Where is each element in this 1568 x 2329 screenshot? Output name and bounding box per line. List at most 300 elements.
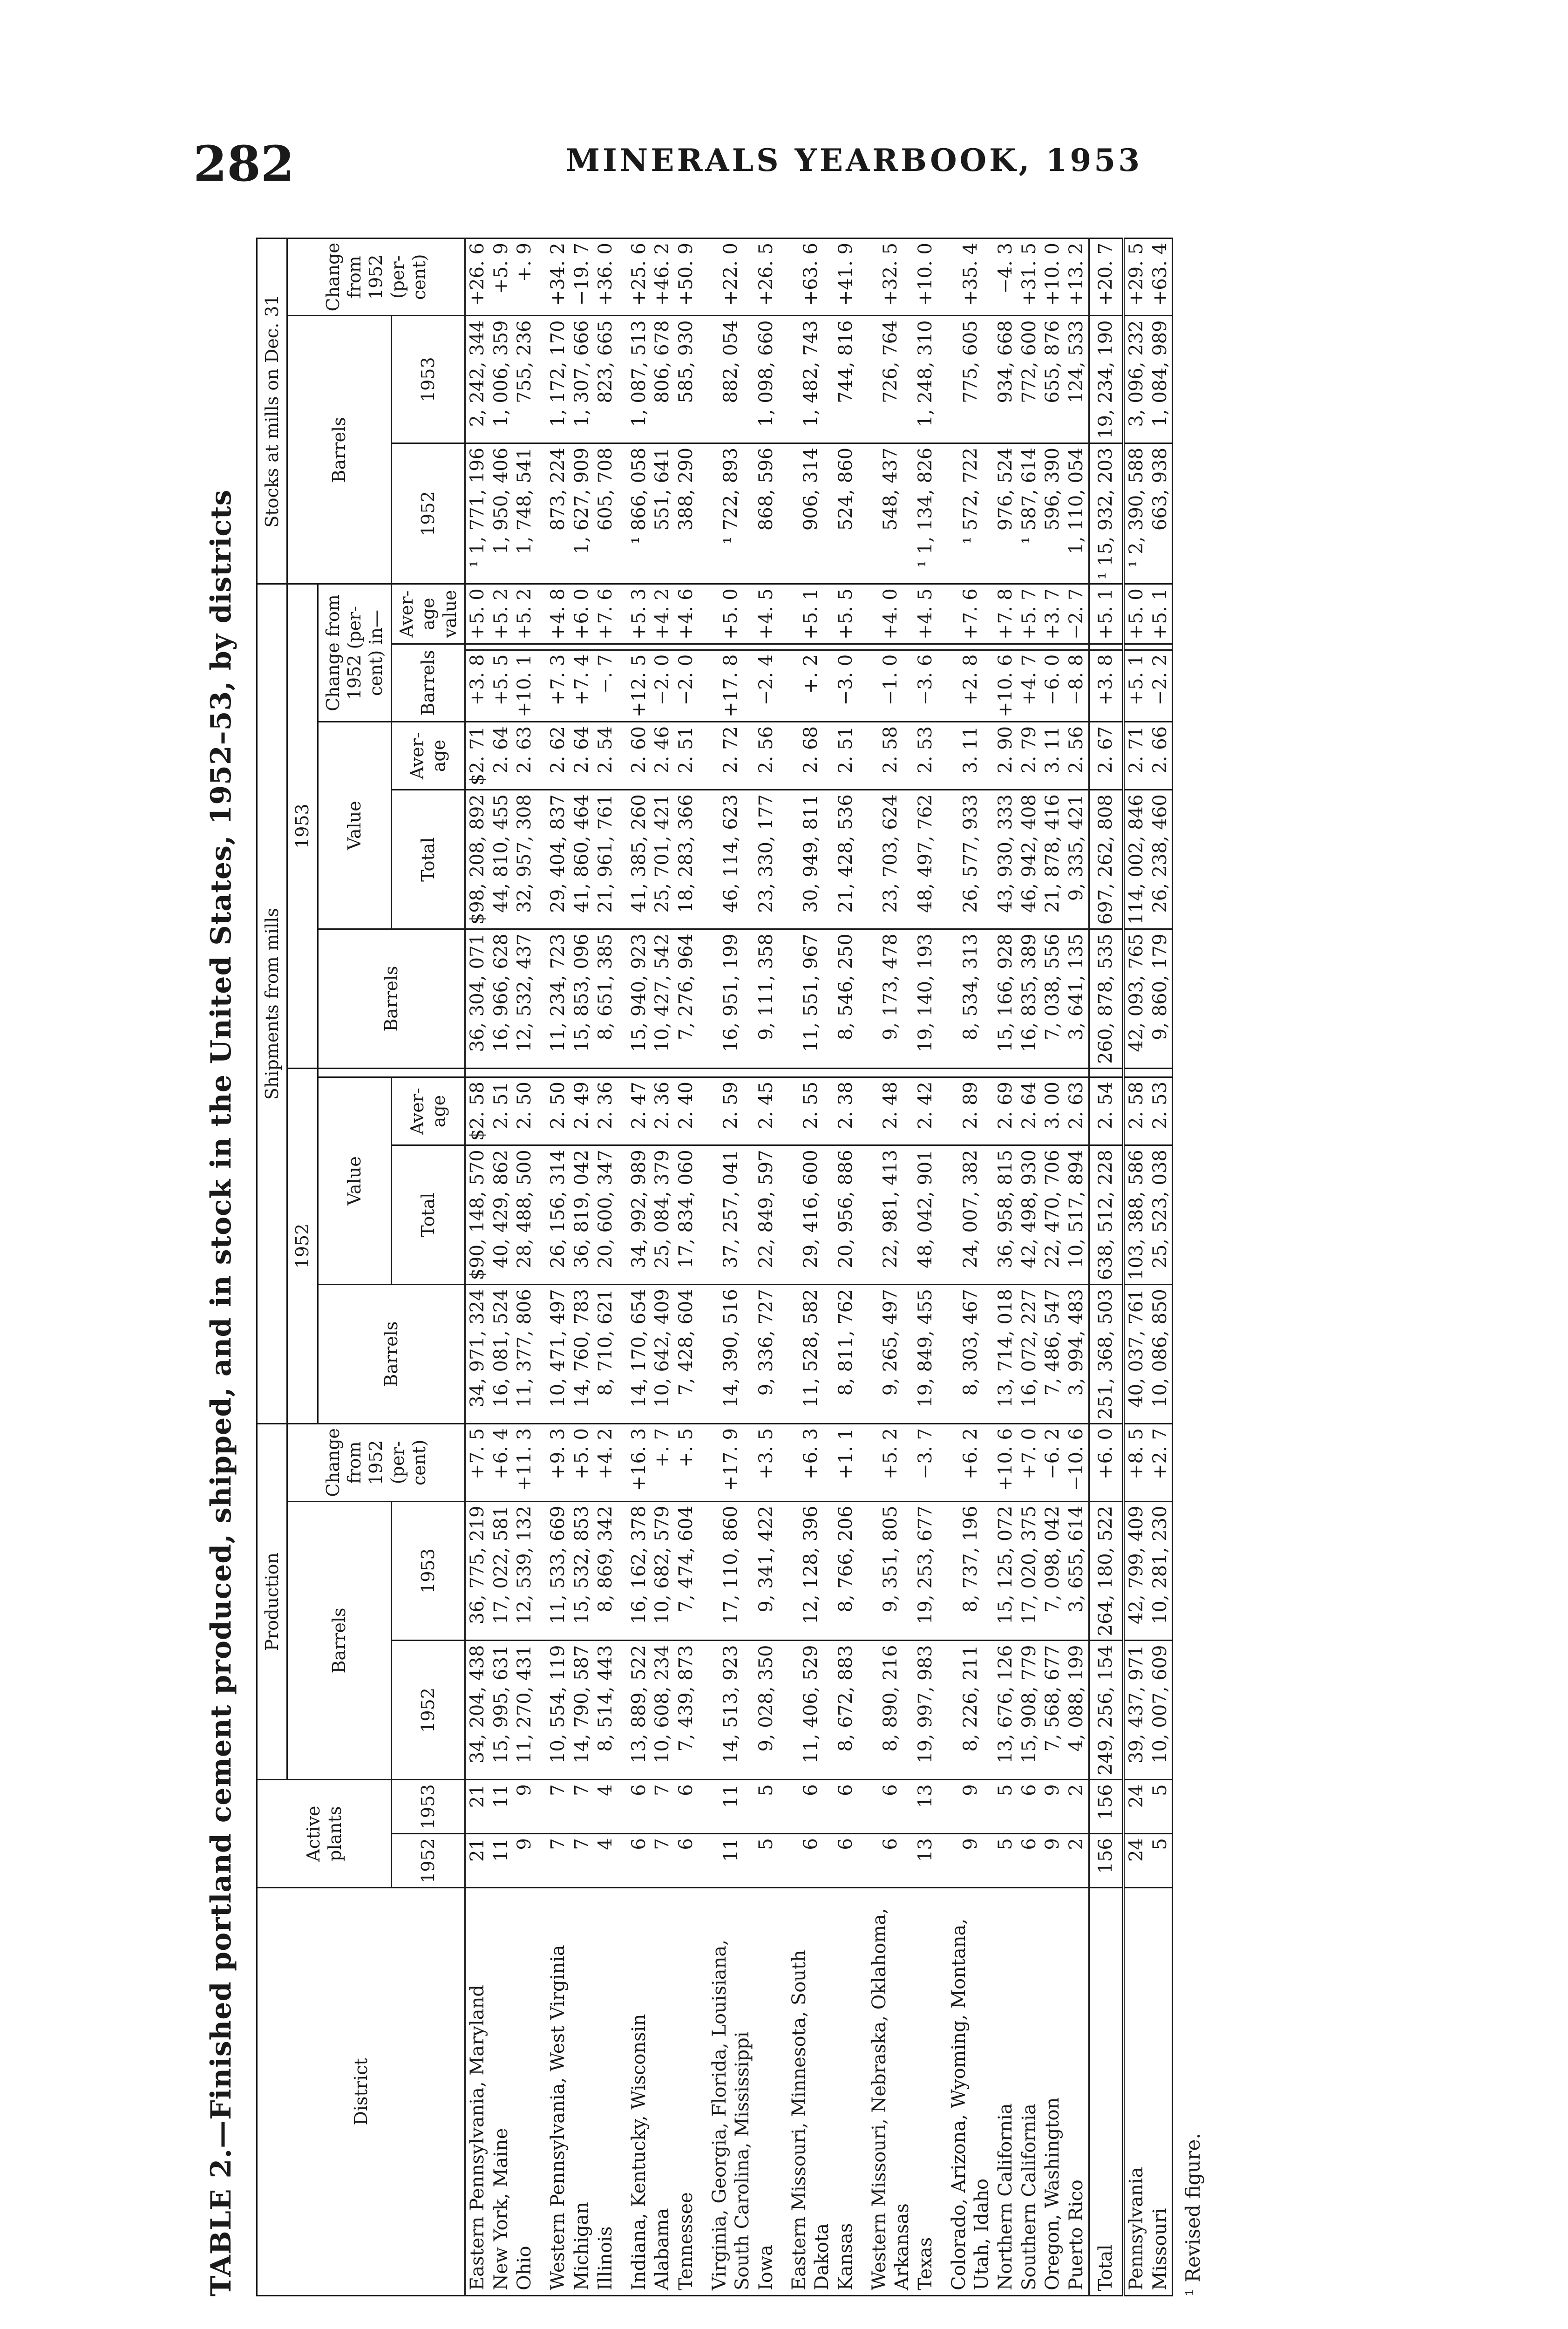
chgb-cell: +17. 8 (698, 650, 754, 722)
spacer-cell (1041, 644, 1065, 650)
s53v-cell: 114, 002, 846 (1123, 790, 1148, 929)
stchg-cell: −19. 7 (570, 238, 594, 316)
p53-cell: 2 (1065, 1780, 1089, 1834)
header-ship52-barrels: Barrels (318, 1285, 465, 1424)
spacer-cell (594, 1069, 618, 1077)
table-row (858, 238, 914, 2296)
prod52-cell: 39, 437, 971 (1123, 1641, 1148, 1780)
p52-cell: 9 (1041, 1834, 1065, 1888)
s53v-cell: 21, 878, 416 (1041, 790, 1065, 929)
stchg-cell: +29. 5 (1123, 238, 1148, 316)
cement-table (256, 238, 1173, 2296)
table-row (536, 238, 570, 2296)
prod52-cell: 19, 997, 983 (914, 1641, 937, 1780)
p52-cell: 7 (570, 1834, 594, 1888)
chgb-cell: +3. 8 (1089, 650, 1123, 722)
district-cell: Northern California (994, 1887, 1018, 2295)
spacer-cell (513, 1069, 536, 1077)
prodchg-cell: +4. 2 (594, 1424, 618, 1502)
district-cell: Alabama (651, 1887, 674, 2295)
st52-cell: ¹ 2, 390, 588 (1123, 443, 1148, 584)
header-stocks-change: Change from 1952 (per-cent) (287, 238, 465, 316)
prodchg-cell: +. 5 (674, 1424, 698, 1502)
s52b-cell: 8, 811, 762 (834, 1285, 858, 1424)
district-cell: Pennsylvania (1123, 1887, 1148, 2295)
st53-cell: 19, 234, 190 (1089, 316, 1123, 443)
spacer-cell (754, 644, 778, 650)
spacer-cell (1065, 1069, 1089, 1077)
header-plants-1953: 1953 (391, 1780, 465, 1834)
s52b-cell: 16, 081, 524 (489, 1285, 513, 1424)
district-cell: Eastern Missouri, Minnesota, South Dakota (778, 1887, 834, 2295)
chgb-cell: +12. 5 (618, 650, 651, 722)
s52v-cell: 10, 517, 894 (1065, 1145, 1089, 1285)
prod52-cell: 14, 513, 923 (698, 1641, 754, 1780)
s53b-cell: 42, 093, 765 (1123, 929, 1148, 1069)
s52v-cell: 20, 600, 347 (594, 1145, 618, 1285)
chgb-cell: −2. 0 (651, 650, 674, 722)
chga-cell: +5. 1 (1089, 584, 1123, 644)
st53-cell: 2, 242, 344 (465, 316, 489, 443)
s52v-cell: 25, 084, 379 (651, 1145, 674, 1285)
spacer-cell (465, 644, 489, 650)
prod53-cell: 9, 351, 805 (858, 1501, 914, 1641)
p52-cell: 7 (536, 1834, 570, 1888)
chga-cell: +4. 2 (651, 584, 674, 644)
stchg-cell: −4. 3 (994, 238, 1018, 316)
chgb-cell: +10. 1 (513, 650, 536, 722)
prod52-cell: 15, 908, 779 (1018, 1641, 1041, 1780)
spacer-cell (937, 1069, 994, 1077)
table-row (570, 238, 594, 2296)
s52b-cell: 8, 303, 467 (937, 1285, 994, 1424)
header-ship52-total: Total (391, 1145, 465, 1285)
chga-cell: +5. 0 (1123, 584, 1148, 644)
spacer-cell (618, 644, 651, 650)
st53-cell: 882, 054 (698, 316, 754, 443)
stchg-cell: +31. 5 (1018, 238, 1041, 316)
chga-cell: +4. 6 (674, 584, 698, 644)
chgb-cell: −6. 0 (1041, 650, 1065, 722)
s53b-cell: 3, 641, 135 (1065, 929, 1089, 1069)
p52-cell: 6 (674, 1834, 698, 1888)
table-row (674, 238, 698, 2296)
spacer-cell (778, 1069, 834, 1077)
p52-cell: 6 (1018, 1834, 1041, 1888)
s52a-cell: 2. 36 (594, 1077, 618, 1145)
table-row (1065, 238, 1089, 2296)
p53-cell: 13 (914, 1780, 937, 1834)
prod53-cell: 36, 775, 219 (465, 1501, 489, 1641)
s52a-cell: 2. 50 (536, 1077, 570, 1145)
s53a-cell: 2. 58 (858, 722, 914, 790)
table-row (778, 238, 834, 2296)
p53-cell: 7 (570, 1780, 594, 1834)
prod53-cell: 264, 180, 522 (1089, 1501, 1123, 1641)
chga-cell: +4. 8 (536, 584, 570, 644)
p52-cell: 5 (754, 1834, 778, 1888)
s53a-cell: 2. 90 (994, 722, 1018, 790)
chgb-cell: +7. 3 (536, 650, 570, 722)
s53a-cell: 2. 51 (834, 722, 858, 790)
s53a-cell: 2. 64 (489, 722, 513, 790)
s52b-cell: 7, 428, 604 (674, 1285, 698, 1424)
s52b-cell: 13, 714, 018 (994, 1285, 1018, 1424)
s53a-cell: 2. 67 (1089, 722, 1123, 790)
table-row (1148, 238, 1173, 2296)
s52b-cell: 3, 994, 483 (1065, 1285, 1089, 1424)
prod53-cell: 17, 022, 581 (489, 1501, 513, 1641)
header-ship53-barrels: Barrels (318, 929, 465, 1069)
prod52-cell: 11, 406, 529 (778, 1641, 834, 1780)
p53-cell: 21 (465, 1780, 489, 1834)
prodchg-cell: +. 7 (651, 1424, 674, 1502)
s53b-cell: 16, 966, 628 (489, 929, 513, 1069)
s53a-cell: 2. 68 (778, 722, 834, 790)
chgb-cell: −1. 0 (858, 650, 914, 722)
st53-cell: 755, 236 (513, 316, 536, 443)
chgb-cell: +7. 4 (570, 650, 594, 722)
spacer-cell (1123, 1069, 1148, 1077)
p53-cell: 9 (937, 1780, 994, 1834)
s52a-cell: 2. 64 (1018, 1077, 1041, 1145)
prod52-cell: 7, 439, 873 (674, 1641, 698, 1780)
table-row (754, 238, 778, 2296)
header-production: Production (257, 1424, 287, 1780)
district-cell: Illinois (594, 1887, 618, 2295)
table-row (465, 238, 489, 2296)
chga-cell: +7. 6 (937, 584, 994, 644)
s52a-cell: 2. 53 (1148, 1077, 1173, 1145)
s52v-cell: 25, 523, 038 (1148, 1145, 1173, 1285)
chgb-cell: −. 7 (594, 650, 618, 722)
s52a-cell: 2. 58 (1123, 1077, 1148, 1145)
chga-cell: +5. 2 (513, 584, 536, 644)
s53v-cell: 18, 283, 366 (674, 790, 698, 929)
spacer-cell (1018, 1069, 1041, 1077)
header-ship53-total: Total (391, 790, 465, 929)
stchg-cell: +22. 0 (698, 238, 754, 316)
spacer-cell (570, 1069, 594, 1077)
spacer-cell (674, 1069, 698, 1077)
spacer-cell (674, 644, 698, 650)
st52-cell: ¹ 722, 893 (698, 443, 754, 584)
s52v-cell: 37, 257, 041 (698, 1145, 754, 1285)
prodchg-cell: −10. 6 (1065, 1424, 1089, 1502)
p52-cell: 11 (698, 1834, 754, 1888)
st52-cell: 1, 748, 541 (513, 443, 536, 584)
chga-cell: +4. 5 (914, 584, 937, 644)
district-cell: Oregon, Washington (1041, 1887, 1065, 2295)
chga-cell: +5. 1 (1148, 584, 1173, 644)
header-ship53-average: Aver-age (391, 722, 465, 790)
s52v-cell: 28, 488, 500 (513, 1145, 536, 1285)
s52a-cell: 2. 49 (570, 1077, 594, 1145)
p53-cell: 4 (594, 1780, 618, 1834)
st53-cell: 1, 248, 310 (914, 316, 937, 443)
header-shipments-1952: 1952 (287, 1069, 318, 1424)
p53-cell: 6 (858, 1780, 914, 1834)
chga-cell: +3. 7 (1041, 584, 1065, 644)
spacer-cell (858, 1069, 914, 1077)
district-cell: Virginia, Georgia, Florida, Louisiana, South Carolina, Mississippi (698, 1887, 754, 2295)
prodchg-cell: +7. 0 (1018, 1424, 1041, 1502)
s52b-cell: 7, 486, 547 (1041, 1285, 1065, 1424)
s53a-cell: 2. 56 (1065, 722, 1089, 790)
st52-cell: ¹ 572, 722 (937, 443, 994, 584)
prodchg-cell: +7. 5 (465, 1424, 489, 1502)
s52b-cell: 16, 072, 227 (1018, 1285, 1041, 1424)
prodchg-cell: −6. 2 (1041, 1424, 1065, 1502)
p53-cell: 5 (994, 1780, 1018, 1834)
stchg-cell: +5. 9 (489, 238, 513, 316)
chgb-cell: +3. 8 (465, 650, 489, 722)
s53b-cell: 15, 853, 096 (570, 929, 594, 1069)
spacer-cell (754, 1069, 778, 1077)
stchg-cell: +20. 7 (1089, 238, 1123, 316)
stchg-cell: +46. 2 (651, 238, 674, 316)
st52-cell: 976, 524 (994, 443, 1018, 584)
prodchg-cell: +11. 3 (513, 1424, 536, 1502)
prod53-cell: 10, 281, 230 (1148, 1501, 1173, 1641)
s52a-cell: 2. 47 (618, 1077, 651, 1145)
prod53-cell: 15, 532, 853 (570, 1501, 594, 1641)
s53v-cell: 23, 703, 624 (858, 790, 914, 929)
s52v-cell: 36, 819, 042 (570, 1145, 594, 1285)
spacer-cell (994, 644, 1018, 650)
s52b-cell: 9, 336, 727 (754, 1285, 778, 1424)
prod52-cell: 9, 028, 350 (754, 1641, 778, 1780)
district-cell: Eastern Pennsylvania, Maryland (465, 1887, 489, 2295)
prod52-cell: 15, 995, 631 (489, 1641, 513, 1780)
st52-cell: ¹ 1, 771, 196 (465, 443, 489, 584)
chga-cell: +5. 0 (465, 584, 489, 644)
s53b-cell: 11, 551, 967 (778, 929, 834, 1069)
prod52-cell: 8, 514, 443 (594, 1641, 618, 1780)
prod52-cell: 14, 790, 587 (570, 1641, 594, 1780)
chga-cell: +4. 0 (858, 584, 914, 644)
p53-cell: 5 (754, 1780, 778, 1834)
st52-cell: 1, 627, 909 (570, 443, 594, 584)
spacer-cell (513, 644, 536, 650)
prod52-cell: 13, 889, 522 (618, 1641, 651, 1780)
chgb-cell: +4. 7 (1018, 650, 1041, 722)
p52-cell: 9 (513, 1834, 536, 1888)
s53a-cell: $2. 71 (465, 722, 489, 790)
p53-cell: 11 (489, 1780, 513, 1834)
header-shipments: Shipments from mills (257, 584, 287, 1424)
table-row (1123, 238, 1148, 2296)
prod52-cell: 10, 007, 609 (1148, 1641, 1173, 1780)
s52a-cell: 2. 69 (994, 1077, 1018, 1145)
prod53-cell: 19, 253, 677 (914, 1501, 937, 1641)
p52-cell: 2 (1065, 1834, 1089, 1888)
p52-cell: 24 (1123, 1834, 1148, 1888)
st53-cell: 1, 084, 989 (1148, 316, 1173, 443)
district-cell: Western Missouri, Nebraska, Oklahoma, Arkansas (858, 1887, 914, 2295)
s52a-cell: 2. 40 (674, 1077, 698, 1145)
table-row (651, 238, 674, 2296)
p52-cell: 156 (1089, 1834, 1123, 1888)
s52b-cell: 251, 368, 503 (1089, 1285, 1123, 1424)
spacer-cell (914, 1069, 937, 1077)
table-title: TABLE 2.—Finished portland cement produced, shipped, and in stock in the United States, 1952–53, by districts (205, 489, 238, 2296)
s53v-cell: 23, 330, 177 (754, 790, 778, 929)
district-cell: Total (1089, 1887, 1123, 2295)
header-production-barrels: Barrels (287, 1501, 391, 1780)
s53b-cell: 15, 166, 928 (994, 929, 1018, 1069)
spacer-cell (536, 1069, 570, 1077)
p53-cell: 6 (778, 1780, 834, 1834)
p52-cell: 5 (994, 1834, 1018, 1888)
page-number: 282 (193, 135, 295, 192)
p53-cell: 156 (1089, 1780, 1123, 1834)
s53v-cell: 21, 961, 761 (594, 790, 618, 929)
spacer-cell (1041, 1069, 1065, 1077)
s53v-cell: 43, 930, 333 (994, 790, 1018, 929)
prod52-cell: 13, 676, 126 (994, 1641, 1018, 1780)
district-cell: Western Pennsylvania, West Virginia (536, 1887, 570, 2295)
header-change-in: Change from 1952 (per-cent) in— (318, 584, 391, 722)
s53b-cell: 7, 276, 964 (674, 929, 698, 1069)
s52a-cell: 2. 89 (937, 1077, 994, 1145)
chga-cell: +7. 6 (594, 584, 618, 644)
header-stocks-1952: 1952 (391, 443, 465, 584)
district-cell: Ohio (513, 1887, 536, 2295)
table-row (914, 238, 937, 2296)
prod52-cell: 4, 088, 199 (1065, 1641, 1089, 1780)
s53b-cell: 10, 427, 542 (651, 929, 674, 1069)
p52-cell: 13 (914, 1834, 937, 1888)
prod53-cell: 8, 766, 206 (834, 1501, 858, 1641)
prod53-cell: 15, 125, 072 (994, 1501, 1018, 1641)
running-head: MINERALS YEARBOOK, 1953 (566, 142, 1143, 178)
chgb-cell: −2. 0 (674, 650, 698, 722)
spacer-cell (994, 1069, 1018, 1077)
header-ship52-value: Value (318, 1077, 391, 1285)
spacer-cell (618, 1069, 651, 1077)
district-cell: Southern California (1018, 1887, 1041, 2295)
prod52-cell: 11, 270, 431 (513, 1641, 536, 1780)
st52-cell: 906, 314 (778, 443, 834, 584)
s53b-cell: 9, 173, 478 (858, 929, 914, 1069)
s52v-cell: 17, 834, 060 (674, 1145, 698, 1285)
header-ship52-average: Aver-age (391, 1077, 465, 1145)
p53-cell: 9 (513, 1780, 536, 1834)
s53v-cell: 44, 810, 455 (489, 790, 513, 929)
district-cell: Colorado, Arizona, Wyoming, Montana, Utah, Idaho (937, 1887, 994, 2295)
s53a-cell: 3. 11 (937, 722, 994, 790)
table-row (513, 238, 536, 2296)
st53-cell: 775, 605 (937, 316, 994, 443)
s53a-cell: 2. 71 (1123, 722, 1148, 790)
st52-cell: ¹ 866, 058 (618, 443, 651, 584)
s53b-cell: 16, 951, 199 (698, 929, 754, 1069)
header-stocks-1953: 1953 (391, 316, 465, 443)
header-stocks: Stocks at mills on Dec. 31 (257, 238, 287, 584)
district-cell: New York, Maine (489, 1887, 513, 2295)
chgb-cell: −8. 8 (1065, 650, 1089, 722)
district-cell: Puerto Rico (1065, 1887, 1089, 2295)
chgb-cell: +. 2 (778, 650, 834, 722)
header-district: District (257, 1887, 465, 2295)
stchg-cell: +36. 0 (594, 238, 618, 316)
s53v-cell: $98, 208, 892 (465, 790, 489, 929)
stchg-cell: +10. 0 (1041, 238, 1065, 316)
prodchg-cell: +5. 0 (570, 1424, 594, 1502)
p53-cell: 6 (618, 1780, 651, 1834)
st52-cell: 388, 290 (674, 443, 698, 584)
prodchg-cell: +3. 5 (754, 1424, 778, 1502)
chgb-cell: −2. 4 (754, 650, 778, 722)
spacer-cell (489, 1069, 513, 1077)
st53-cell: 3, 096, 232 (1123, 316, 1148, 443)
s53a-cell: 2. 62 (536, 722, 570, 790)
p52-cell: 6 (834, 1834, 858, 1888)
s53v-cell: 25, 701, 421 (651, 790, 674, 929)
spacer-cell (651, 1069, 674, 1077)
spacer-cell (698, 1069, 754, 1077)
stchg-cell: +34. 2 (536, 238, 570, 316)
prod53-cell: 42, 799, 409 (1123, 1501, 1148, 1641)
s53a-cell: 2. 66 (1148, 722, 1173, 790)
p53-cell: 11 (698, 1780, 754, 1834)
s52b-cell: 10, 642, 409 (651, 1285, 674, 1424)
s53a-cell: 2. 63 (513, 722, 536, 790)
s52b-cell: 14, 760, 783 (570, 1285, 594, 1424)
table-row (834, 238, 858, 2296)
stchg-cell: +25. 6 (618, 238, 651, 316)
s52b-cell: 8, 710, 621 (594, 1285, 618, 1424)
prodchg-cell: +16. 3 (618, 1424, 651, 1502)
s53a-cell: 3. 11 (1041, 722, 1065, 790)
prod53-cell: 11, 533, 669 (536, 1501, 570, 1641)
spacer-cell (1089, 644, 1123, 650)
header-stocks-barrels: Barrels (287, 316, 391, 584)
s53b-cell: 11, 234, 723 (536, 929, 570, 1069)
s53v-cell: 32, 957, 308 (513, 790, 536, 929)
district-cell: Tennessee (674, 1887, 698, 2295)
s52b-cell: 14, 170, 654 (618, 1285, 651, 1424)
s52a-cell: 2. 63 (1065, 1077, 1089, 1145)
chga-cell: +4. 5 (754, 584, 778, 644)
s52v-cell: $90, 148, 570 (465, 1145, 489, 1285)
prod53-cell: 3, 655, 614 (1065, 1501, 1089, 1641)
s52v-cell: 48, 042, 901 (914, 1145, 937, 1285)
p53-cell: 9 (1041, 1780, 1065, 1834)
prod52-cell: 8, 890, 216 (858, 1641, 914, 1780)
s52v-cell: 638, 512, 228 (1089, 1145, 1123, 1285)
prod52-cell: 10, 608, 234 (651, 1641, 674, 1780)
s53b-cell: 260, 878, 535 (1089, 929, 1123, 1069)
header-change-avg-value: Aver-age value (391, 584, 465, 644)
s52b-cell: 11, 528, 582 (778, 1285, 834, 1424)
table-body (465, 238, 1173, 2296)
st53-cell: 806, 678 (651, 316, 674, 443)
s53b-cell: 7, 038, 556 (1041, 929, 1065, 1069)
st53-cell: 823, 665 (594, 316, 618, 443)
s52v-cell: 34, 992, 989 (618, 1145, 651, 1285)
s53v-cell: 29, 404, 837 (536, 790, 570, 929)
stchg-cell: +13. 2 (1065, 238, 1089, 316)
s53a-cell: 2. 53 (914, 722, 937, 790)
s52a-cell: 2. 50 (513, 1077, 536, 1145)
st52-cell: ¹ 1, 134, 826 (914, 443, 937, 584)
s53v-cell: 26, 238, 460 (1148, 790, 1173, 929)
header-ship52-spacer (318, 1069, 465, 1077)
header-prod-1953: 1953 (391, 1501, 465, 1641)
prodchg-cell: +6. 2 (937, 1424, 994, 1502)
